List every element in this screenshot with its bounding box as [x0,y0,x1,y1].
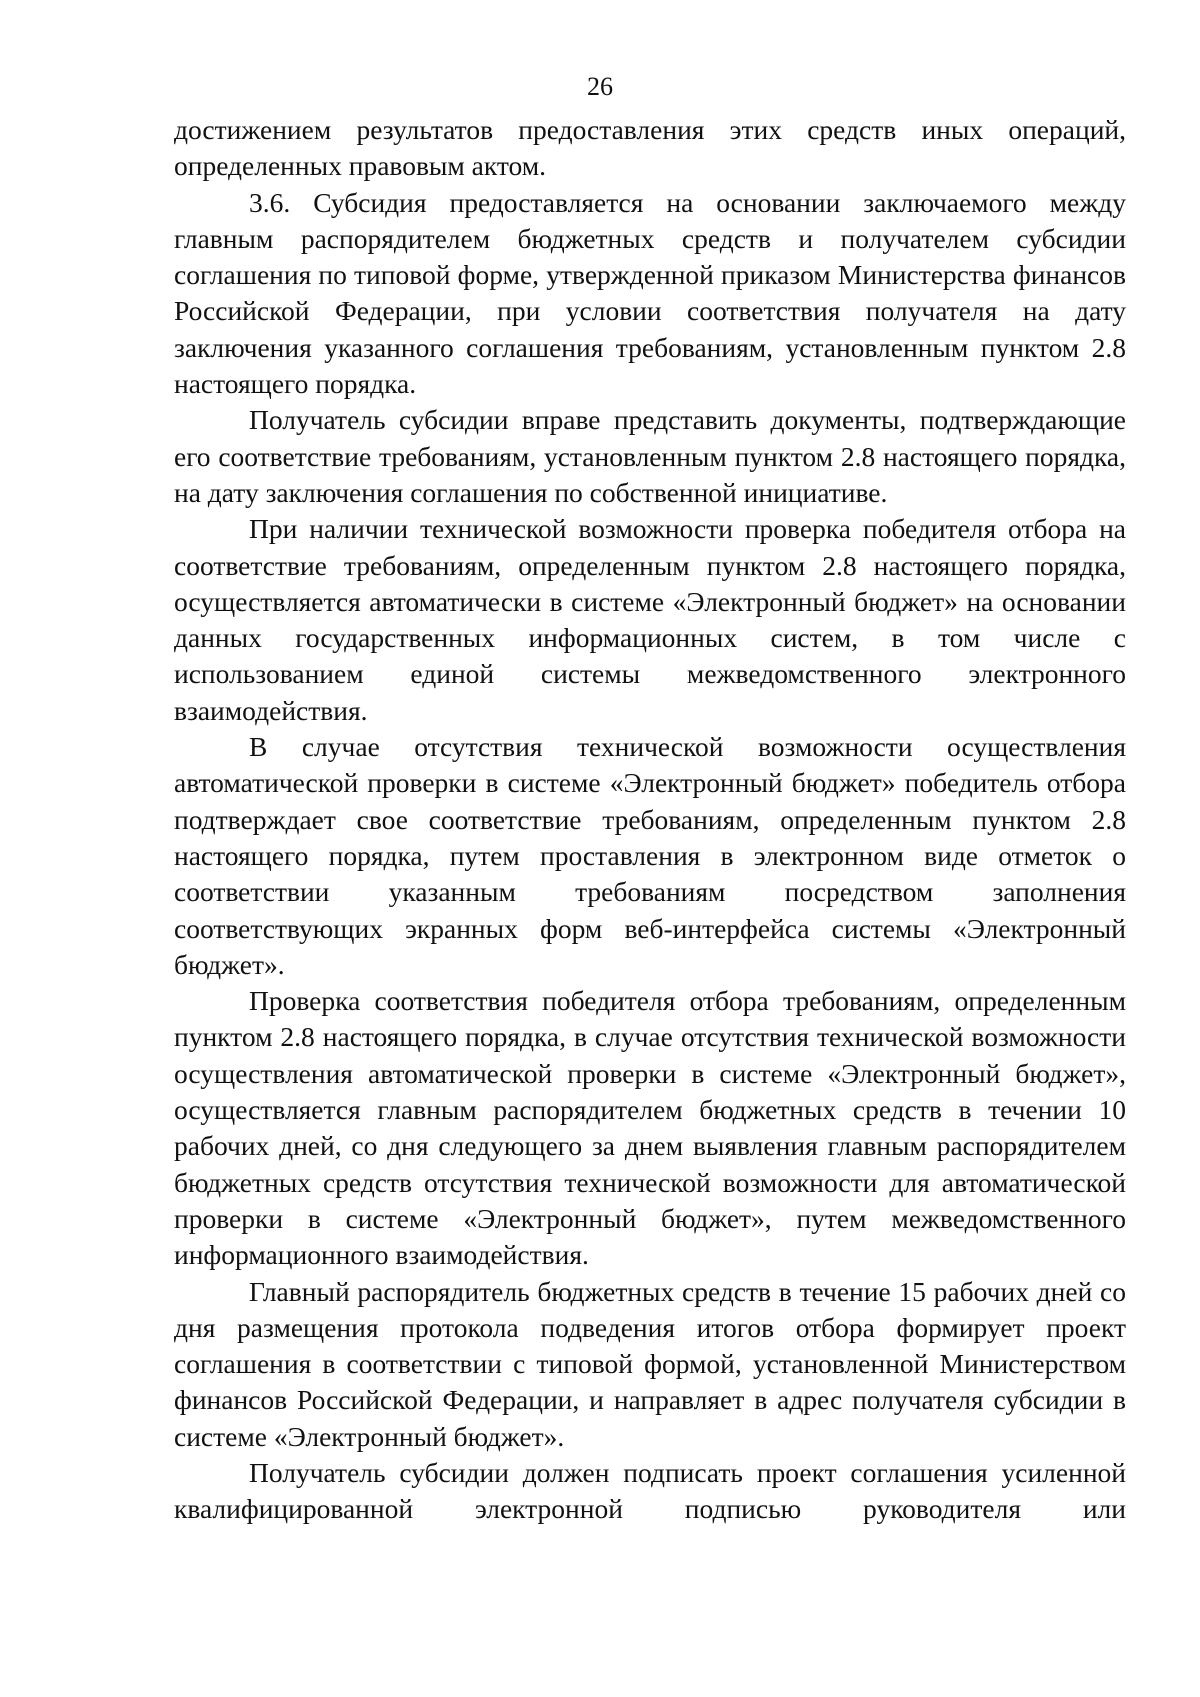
paragraph-signature: Получатель субсидии должен подписать проект соглашения усиленной квалифицированной электронной подписью руководителя или [174,1456,1126,1525]
paragraph-agreement-draft: Главный распорядитель бюджетных средств в течение 15 рабочих дней со дня размещения протокола подведения итогов отбора формирует проект соглашения в соответствии с типовой формой, установленной Министерством финансов Российской Федерации, и направляет в адрес получателя субсидии в системе «Электронный бюджет». [174,1275,1126,1452]
paragraph-no-technical-possibility: В случае отсутствия технической возможности осуществления автоматической проверки в системе «Электронный бюджет» победитель отбора подтверждает свое соответствие требованиям, определенным пунктом 2.8 настоящего порядка, путем проставления в электронном виде отметок о соответствии указанным требованиям посредством заполнения соответствующих экранных форм веб-интерфейса системы «Электронный бюджет». [174,731,1126,980]
document-body [174,112,1126,1528]
paragraph-clause-3-6: 3.6. Субсидия предоставляется на основании заключаемого между главным распорядителем бюджетных средств и получателем субсидии соглашения по типовой форме, утвержденной приказом Министерства финансов Российской Федерации, при условии соответствия получателя на дату заключения указанного соглашения требованиям, установленным пунктом 2.8 настоящего порядка. [174,186,1126,400]
paragraph-automatic-check: При наличии технической возможности проверка победителя отбора на соответствие требованиям, определенным пунктом 2.8 настоящего порядка, осуществляется автоматически в системе «Электронный бюджет» на основании данных государственных информационных систем, в том числе с использованием единой системы межведомственного электронного взаимодействия. [174,513,1126,726]
page-number: 26 [587,72,613,101]
paragraph-continuation: достижением результатов предоставления этих средств иных операций, определенных правовым актом. [174,114,1126,182]
paragraph-recipient-documents: Получатель субсидии вправе представить документы, подтверждающие его соответствие требованиям, установленным пунктом 2.8 настоящего порядка, на дату заключения соглашения по собственной инициативе. [174,404,1126,508]
paragraph-compliance-check: Проверка соответствия победителя отбора требованиям, определенным пунктом 2.8 настоящего порядка, в случае отсутствия технической возможности осуществления автоматической проверки в системе «Электронный бюджет», осуществляется главным распорядителем бюджетных средств в течении 10 рабочих дней, со дня следующего за днем выявления главным распорядителем бюджетных средств отсутствия технической возможности для автоматической проверки в системе «Электронный бюджет», путем межведомственного информационного взаимодействия. [174,985,1126,1271]
